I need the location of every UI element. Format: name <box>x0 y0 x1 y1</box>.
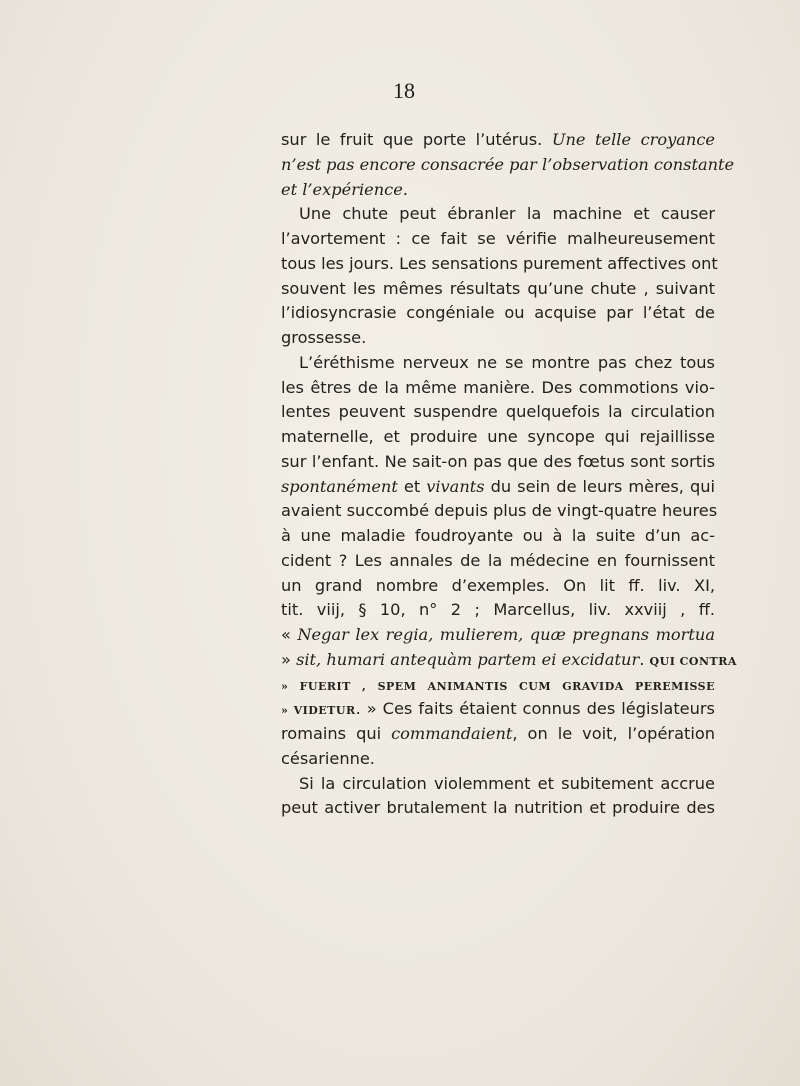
text-line <box>281 128 715 153</box>
text-segment: à une maladie foudroyante ou à la suite d’un ac- <box>281 526 715 545</box>
text-line <box>281 301 715 326</box>
text-line <box>281 796 715 821</box>
text-segment: les êtres de la même manière. Des commotions vio- <box>281 377 715 397</box>
italic-text: et l’expérience. <box>281 179 408 199</box>
text-line <box>281 178 715 203</box>
text-segment: sur le fruit que porte l’utérus. <box>281 130 552 149</box>
italic-text: vivants <box>426 476 485 496</box>
text-segment: L’éréthisme nerveux ne se montre pas chez tous <box>299 352 715 372</box>
small-caps-text: » FUERIT , SPEM ANIMANTIS CUM GRAVIDA PEREMISSE <box>281 679 715 693</box>
text-line <box>281 598 715 623</box>
text-segment: un grand nombre d’exemples. On lit ff. liv. XI, <box>281 575 715 595</box>
text-segment: du sein de leurs mères, qui <box>484 476 715 496</box>
text-line <box>281 450 715 475</box>
text-line <box>281 475 715 500</box>
text-line <box>281 376 715 401</box>
italic-text: Une telle croyance <box>551 130 715 149</box>
text-segment: l’idiosyncrasie congéniale ou acquise par l’état de <box>281 303 715 323</box>
text-line <box>281 623 715 648</box>
text-line <box>281 648 737 673</box>
text-line <box>281 524 715 549</box>
text-segment: . <box>639 649 650 669</box>
text-segment: maternelle, et produire une syncope qui rejaillisse <box>281 427 715 446</box>
text-line <box>281 499 718 524</box>
text-segment: avaient succombé depuis plus de vingt-quatre heures <box>281 501 718 521</box>
text-segment: Une chute peut ébranler la machine et causer <box>299 204 715 224</box>
text-line <box>281 549 715 574</box>
text-segment: peut activer brutalement la nutrition et produire des <box>281 798 715 818</box>
text-segment: , on le voit, l’opération <box>512 724 715 743</box>
body-text <box>281 128 737 821</box>
text-segment: » <box>281 649 297 669</box>
page-number: 18 <box>393 78 415 103</box>
text-line <box>281 673 715 698</box>
text-line <box>281 351 715 376</box>
italic-text: commandaient <box>391 724 513 743</box>
italic-text: n’est pas encore consacrée par l’observation constante <box>281 154 735 174</box>
text-segment: et <box>397 476 427 496</box>
text-line <box>281 772 715 797</box>
text-segment: Si la circulation violemment et subitement accrue <box>299 773 715 793</box>
text-segment: sur l’enfant. Ne sait-on pas que des fœtus sont sortis <box>281 451 715 471</box>
text-segment: souvent les mêmes résultats qu’une chute , suivant <box>281 278 715 298</box>
text-line <box>281 153 735 178</box>
text-segment: l’avortement : ce fait se vérifie malheureusement <box>281 229 715 248</box>
text-line <box>281 722 715 747</box>
text-segment: cident ? Les annales de la médecine en fournissent <box>281 550 715 570</box>
text-line <box>281 425 715 450</box>
text-line <box>281 747 715 772</box>
italic-text: sit, humari antequàm partem ei excidatur <box>296 649 640 669</box>
text-segment: lentes peuvent suspendre quelquefois la circulation <box>281 402 715 422</box>
italic-text: spontanément <box>281 476 398 496</box>
text-line <box>281 697 715 722</box>
text-line <box>281 326 715 351</box>
text-line <box>281 400 715 425</box>
small-caps-text: » VIDETUR <box>281 704 356 718</box>
text-segment: romains qui <box>281 724 392 743</box>
text-segment: « <box>281 625 298 644</box>
text-line <box>281 202 715 227</box>
small-caps-text: QUI CONTRA <box>649 654 737 668</box>
text-line <box>281 252 718 277</box>
text-segment: grossesse. <box>281 328 367 347</box>
text-segment: césarienne. <box>281 748 375 768</box>
italic-text: Negar lex regia, mulierem, quæ pregnans mortua <box>297 625 715 644</box>
text-line <box>281 574 715 599</box>
text-segment: tit. viij, § 10, n° 2 ; Marcellus, liv. xxviij , ff. <box>281 600 715 620</box>
text-line <box>281 277 715 302</box>
text-segment: . » Ces faits étaient connus des législateurs <box>355 699 715 719</box>
text-line <box>281 227 715 252</box>
text-segment: tous les jours. Les sensations purement affectives ont <box>281 253 718 273</box>
